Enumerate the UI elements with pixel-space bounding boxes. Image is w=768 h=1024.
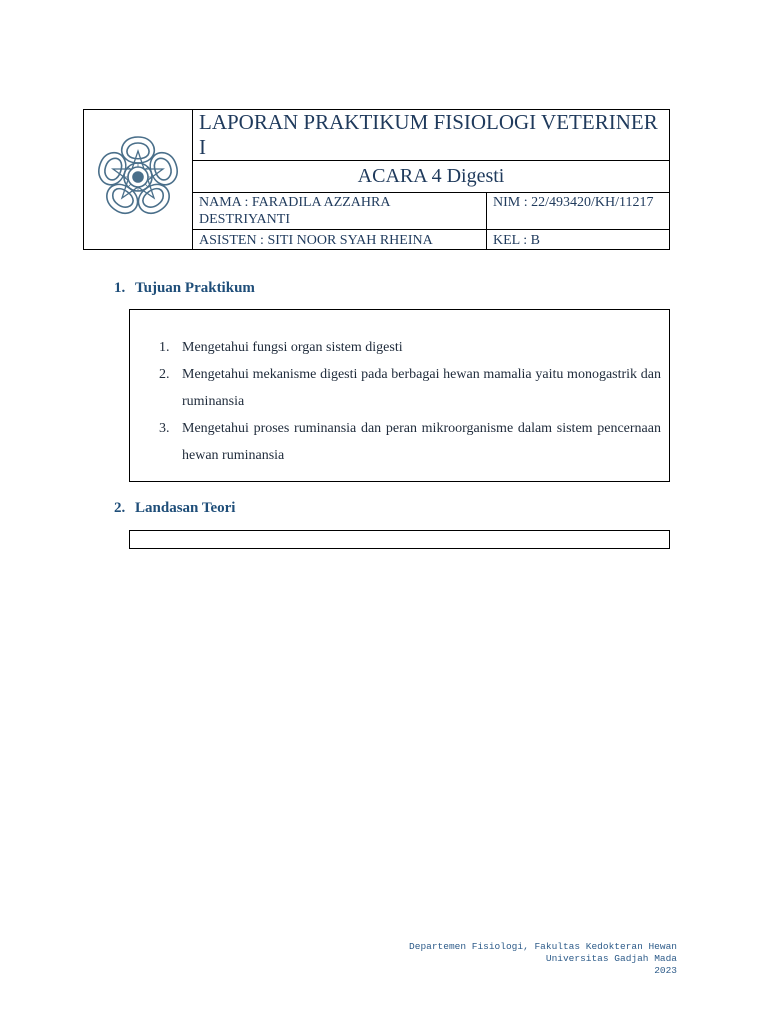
- list-item: [130, 361, 669, 415]
- list-item: [130, 334, 669, 361]
- report-header-table: [83, 109, 670, 250]
- nama-field: NAMA : FARADILA AZZAHRA DESTRIYANTI: [193, 193, 487, 230]
- report-title: LAPORAN PRAKTIKUM FISIOLOGI VETERINER I: [193, 110, 670, 161]
- nim-field: NIM : 22/493420/KH/11217: [487, 193, 670, 230]
- section-title: Tujuan Praktikum: [135, 280, 255, 296]
- objective-list: [130, 334, 669, 469]
- section-number: 2.: [114, 500, 126, 516]
- footer-department: Departemen Fisiologi, Fakultas Kedokteran Hewan: [409, 941, 677, 952]
- footer-university: Universitas Gadjah Mada: [545, 953, 677, 964]
- list-item-number: 2.: [159, 367, 170, 382]
- section-number: 1.: [114, 280, 126, 296]
- acara-title: ACARA 4 Digesti: [193, 161, 670, 193]
- section-heading-tujuan: [114, 280, 255, 297]
- list-item-text: Mengetahui fungsi organ sistem digesti: [182, 340, 403, 355]
- asisten-field: ASISTEN : SITI NOOR SYAH RHEINA: [193, 230, 487, 250]
- list-item-text: Mengetahui mekanisme digesti pada berbagai hewan mamalia yaitu monogastrik dan ruminansia: [182, 367, 661, 409]
- list-item-number: 1.: [159, 340, 170, 355]
- page-footer: [409, 941, 677, 977]
- kel-field: KEL : B: [487, 230, 670, 250]
- landasan-box: [129, 530, 670, 549]
- section-title: Landasan Teori: [135, 500, 236, 516]
- tujuan-box: [129, 309, 670, 482]
- list-item: [130, 415, 669, 469]
- list-item-number: 3.: [159, 421, 170, 436]
- university-seal-icon: [92, 131, 184, 223]
- footer-year: 2023: [654, 965, 677, 976]
- section-heading-landasan: [114, 500, 235, 517]
- logo-cell: [84, 110, 193, 250]
- list-item-text: Mengetahui proses ruminansia dan peran mikroorganisme dalam sistem pencernaan hewan ruminansia: [182, 421, 661, 463]
